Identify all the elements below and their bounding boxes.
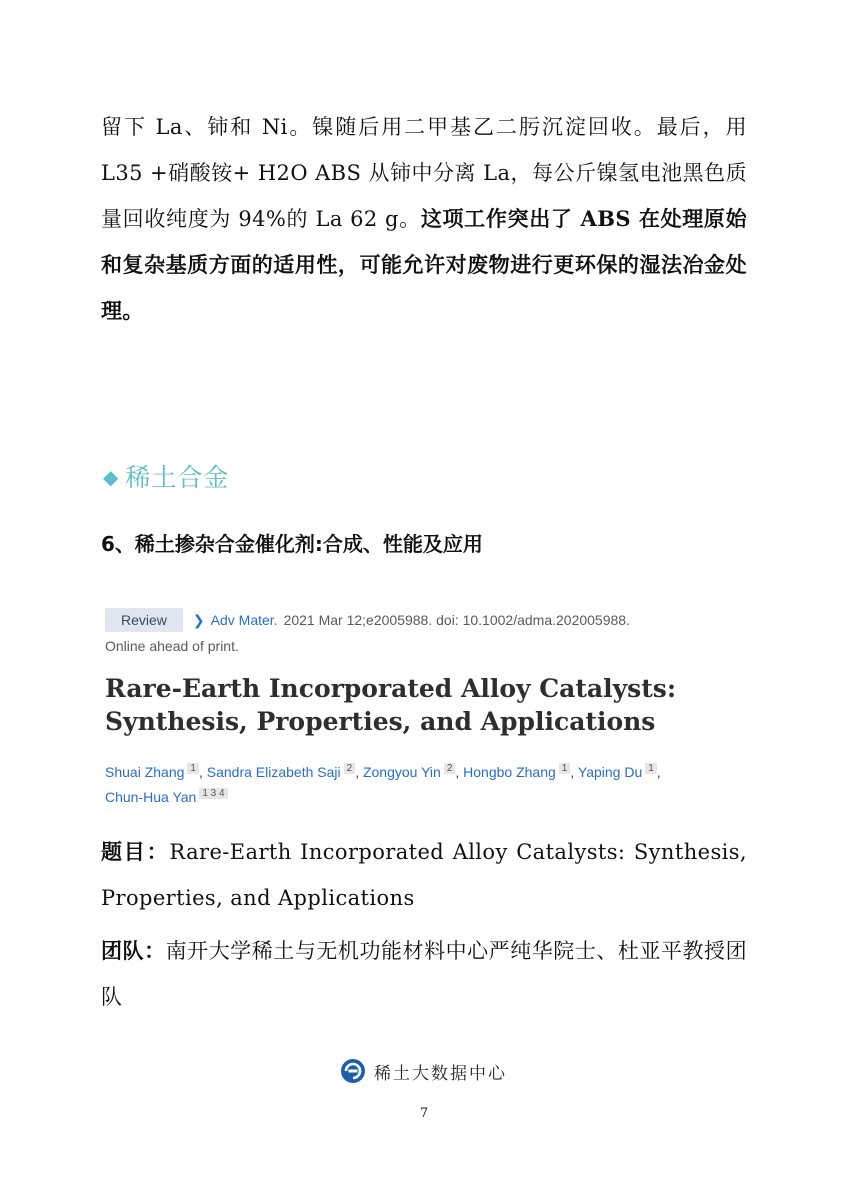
title-paragraph (101, 829, 747, 921)
author-link[interactable]: Chun-Hua Yan (105, 789, 197, 805)
journal-link[interactable]: Adv Mater. (210, 612, 278, 628)
intro-bold-text: 这项工作突出了 ABS 在处理原始和复杂基质方面的适用性，可能允许对废物进行更环保的湿法冶金处理。 (101, 206, 747, 323)
section-title: 稀土合金 (125, 463, 230, 492)
team-paragraph (101, 928, 747, 1020)
pubmed-meta-row (105, 606, 765, 634)
affiliation-ref[interactable]: 1 (645, 763, 657, 774)
footer-logo (340, 1058, 507, 1084)
affiliation-ref[interactable]: 1 3 4 (199, 788, 227, 799)
author-list: Shuai Zhang $^1$ , Sandra Elizabeth Saji $^2$ , Zongyou Yin $^2$ , Hongbo Zhang $^1$ , Yaping Du $^1$ , Chun-Hua Yan $^{1 3 4}$ (105, 763, 661, 805)
diamond-icon: ◆ (103, 465, 120, 489)
pubmed-title: Rare-Earth Incorporated Alloy Catalysts: Synthesis, Properties, and Applications (105, 674, 677, 736)
team-label: 团队： (101, 938, 166, 963)
pubmed-snippet (105, 606, 765, 808)
affiliation-ref[interactable]: 2 (444, 763, 456, 774)
affiliation-ref[interactable]: 1 (559, 763, 571, 774)
article-heading: 6、稀土掺杂合金催化剂:合成、性能及应用 (101, 532, 483, 556)
affiliation-ref[interactable]: 1 (187, 763, 199, 774)
intro-paragraph (101, 104, 747, 334)
affiliation-ref[interactable]: 2 (344, 763, 356, 774)
chevron-right-icon: ❯ (192, 611, 205, 628)
page-number: 7 (419, 1106, 429, 1121)
rare-earth-data-logo-icon (340, 1058, 366, 1084)
author-link[interactable]: Yaping Du (577, 764, 643, 780)
title-label: 题目： (101, 839, 170, 864)
author-link[interactable]: Sandra Elizabeth Saji (206, 764, 341, 780)
footer-logo-text: 稀土大数据中心 (374, 1063, 507, 1084)
title-value: Rare-Earth Incorporated Alloy Catalysts: Synthesis, Properties, and Applications (101, 840, 747, 910)
author-link[interactable]: Shuai Zhang (105, 764, 185, 780)
author-link[interactable]: Hongbo Zhang (463, 764, 556, 780)
author-link[interactable]: Zongyou Yin (362, 764, 441, 780)
section-heading (103, 458, 229, 494)
intro-text: 留下 La、铈和 Ni。镍随后用二甲基乙二肟沉淀回收。最后，用 L35 +硝酸铵+ H2O ABS 从铈中分离 La，每公斤镍氢电池黑色质量回收纯度为 94%的 La 62 g。 (101, 115, 747, 231)
online-status: Online ahead of print. (105, 638, 239, 654)
review-badge[interactable]: Review (105, 608, 183, 632)
citation-text: 2021 Mar 12;e2005988. doi: 10.1002/adma.202005988. (283, 612, 630, 628)
team-value: 南开大学稀土与无机功能材料中心严纯华院士、杜亚平教授团队 (101, 939, 747, 1009)
